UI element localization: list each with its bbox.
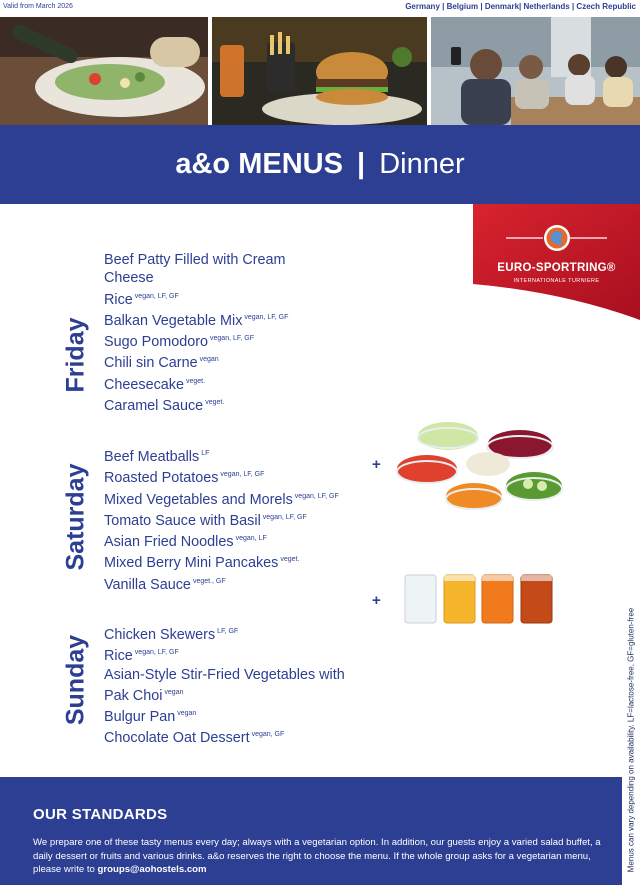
photo-friends-selfie	[431, 17, 640, 125]
menu-list-saturday	[104, 445, 339, 594]
menu-list-sunday	[104, 623, 345, 748]
diet-tags: LF	[201, 450, 210, 457]
diet-tags: veget.	[205, 399, 225, 407]
menu-item: Tomato Sauce with Basil $^{vegan, LF, GF}$	[104, 512, 307, 529]
diet-tags: veget., GF	[192, 577, 226, 585]
title-menus: a&o MENUS	[175, 148, 343, 180]
standards-title: OUR STANDARDS	[33, 806, 168, 823]
diet-tags: vegan, LF, GF	[210, 335, 254, 343]
day-label-friday: Friday	[61, 317, 90, 393]
plus-salad: +	[372, 456, 381, 473]
diet-tags: veget.	[186, 377, 206, 385]
diet-tags: vegan, LF, GF	[244, 313, 289, 321]
diet-tags: vegan, LF, GF	[134, 292, 179, 300]
availability-note: Menus can vary depending on availability. LF=lactose-free, GF=gluten-free	[626, 607, 636, 873]
countries-list: Germany | Belgium | Denmark| Netherlands | Czech Republic	[405, 2, 636, 11]
menu-item: Asian Fried Noodles $^{vegan, LF}$	[104, 534, 267, 551]
diet-tags: vegan, LF, GF	[134, 649, 179, 657]
euro-sportring-logo	[473, 204, 640, 320]
menu-item: Chicken Skewers $^{LF, GF}$	[104, 627, 239, 643]
title-dinner: Dinner	[379, 148, 465, 180]
plus-drinks: +	[372, 592, 381, 609]
menu-item: Roasted Potatoes $^{vegan, LF, GF}$	[104, 470, 265, 487]
menu-item: Beef Meatballs $^{LF}$	[104, 449, 210, 465]
diet-tags: vegan, LF, GF	[220, 471, 265, 479]
photo-burger	[212, 17, 427, 125]
menu-list-friday	[104, 251, 288, 415]
logo-name: EURO-SPORTRING®	[497, 262, 616, 274]
day-label-saturday: Saturday	[61, 463, 90, 571]
menu-item: Pak Choi $^{vegan}$	[104, 687, 184, 704]
menu-item: Asian-Style Stir-Fried Vegetables with	[104, 666, 345, 683]
diet-tags: vegan	[177, 710, 197, 718]
day-label-sunday: Sunday	[61, 634, 90, 726]
title-separator: |	[357, 148, 366, 180]
menu-item: Bulgur Pan $^{vegan}$	[104, 709, 197, 726]
contact-email[interactable]: groups@aohostels.com	[97, 864, 207, 875]
diet-tags: LF, GF	[217, 628, 239, 635]
valid-from-text: Valid from March 2026	[3, 3, 73, 10]
diet-tags: vegan	[164, 688, 184, 696]
diet-tags: vegan	[199, 356, 219, 364]
standards-footer	[0, 777, 622, 885]
diet-tags: vegan, LF	[235, 535, 267, 543]
menu-item: Balkan Vegetable Mix $^{vegan, LF, GF}$	[104, 312, 289, 329]
standards-text: We prepare one of these tasty menus every day; always with a vegetarian option. In addition, our guests enjoy a varied salad buffet, a daily dessert or fruits and various drinks. a&o reserves the right to choose the menu. If the whole group asks for a vegetarian menu, please write to groups@aohostels.com	[33, 837, 601, 875]
menu-item: Cheesecake $^{veget.}$	[104, 376, 206, 393]
diet-tags: veget.	[280, 556, 300, 564]
menu-item: Caramel Sauce $^{veget.}$	[104, 398, 225, 415]
photo-salad-wine	[0, 17, 208, 125]
menu-item: Beef Patty Filled with Cream	[104, 252, 286, 268]
diet-tags: vegan, GF	[251, 731, 285, 739]
salad-bowls-image	[392, 414, 564, 518]
menu-item: Rice $^{vegan, LF, GF}$	[104, 291, 179, 308]
menu-item: Rice $^{vegan, LF, GF}$	[104, 648, 179, 665]
diet-tags: vegan, LF, GF	[262, 513, 307, 521]
menu-item: Vanilla Sauce $^{veget., GF}$	[104, 576, 226, 593]
title-banner	[0, 125, 640, 204]
menu-item: Mixed Berry Mini Pancakes $^{veget.}$	[104, 555, 300, 572]
drinks-glasses-image	[403, 572, 555, 627]
menu-item: Mixed Vegetables and Morels $^{vegan, LF, GF}$	[104, 491, 339, 508]
top-bar	[0, 0, 640, 17]
menu-item: Chili sin Carne $^{vegan}$	[104, 355, 219, 372]
menu-item: Sugo Pomodoro $^{vegan, LF, GF}$	[104, 334, 254, 351]
menu-item: Chocolate Oat Dessert $^{vegan, GF}$	[104, 730, 285, 747]
menu-item: Cheese	[104, 270, 154, 287]
logo-subtitle: INTERNATIONALE TURNIERE	[513, 278, 600, 284]
diet-tags: vegan, LF, GF	[294, 492, 339, 500]
page-title	[175, 148, 464, 181]
